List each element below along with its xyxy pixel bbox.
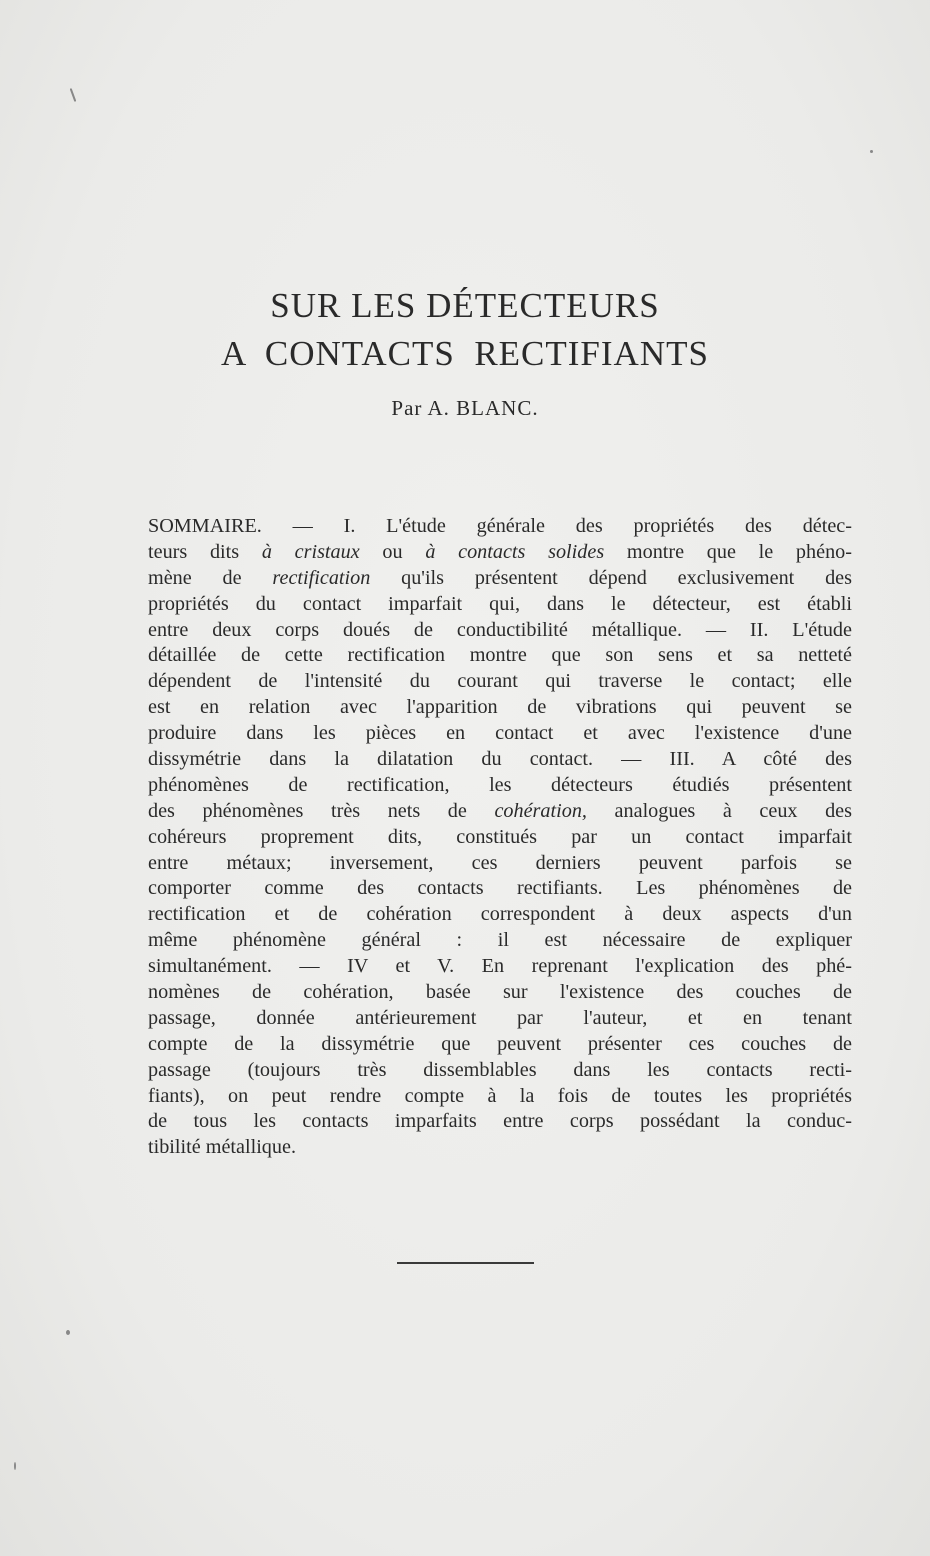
summary-line: SOMMAIRE. — I. L'étude générale des propriétés des détec- — [148, 515, 852, 537]
summary-line: passage, donnée antérieurement par l'auteur, et en tenant — [148, 1006, 852, 1029]
summary-line: est en relation avec l'apparition de vibrations qui peuvent se — [148, 696, 852, 719]
summary-paragraph — [148, 514, 852, 1161]
summary-line: cohéreurs proprement dits, constitués par un contact imparfait — [148, 825, 852, 848]
summary-line: dépendent de l'intensité du courant qui traverse le contact; elle — [148, 670, 852, 693]
summary-line: dissymétrie dans la dilatation du contact. — III. A côté des — [148, 748, 852, 771]
summary-line: passage (toujours très dissemblables dans les contacts recti- — [148, 1058, 852, 1081]
scan-speck — [14, 1462, 16, 1470]
summary-line: de tous les contacts imparfaits entre corps possédant la conduc- — [148, 1110, 852, 1133]
summary-line: produire dans les pièces en contact et avec l'existence d'une — [148, 722, 852, 745]
summary-line: entre deux corps doués de conductibilité métallique. — II. L'étude — [148, 618, 852, 641]
summary-line: propriétés du contact imparfait qui, dans le détecteur, est établi — [148, 592, 852, 615]
summary-line: compte de la dissymétrie que peuvent présenter ces couches de — [148, 1032, 852, 1055]
summary-line: teurs dits à cristaux ou à contacts solides montre que le phéno- — [148, 540, 852, 563]
summary-line: fiants), on peut rendre compte à la fois de toutes les propriétés — [148, 1084, 852, 1107]
summary-line: détaillée de cette rectification montre que son sens et sa netteté — [148, 644, 852, 667]
summary-line: même phénomène général : il est nécessaire de expliquer — [148, 929, 852, 952]
summary-line: nomènes de cohération, basée sur l'existence des couches de — [148, 981, 852, 1004]
author-byline: Par A. BLANC. — [391, 396, 539, 420]
summary-line: mène de rectification qu'ils présentent dépend exclusivement des — [148, 566, 852, 589]
scan-speck — [70, 88, 77, 102]
scan-speck — [870, 150, 873, 153]
summary-line: rectification et de cohération correspondent à deux aspects d'un — [148, 903, 852, 926]
title-line-1: SUR LES DÉTECTEURS — [270, 286, 660, 325]
title-line-2: A CONTACTS RECTIFIANTS — [221, 334, 709, 373]
summary-line: phénomènes de rectification, les détecteurs étudiés présentent — [148, 773, 852, 796]
summary-line: simultanément. — IV et V. En reprenant l'explication des phé- — [148, 955, 852, 978]
summary-line: entre métaux; inversement, ces derniers peuvent parfois se — [148, 851, 852, 874]
summary-line: des phénomènes très nets de cohération, analogues à ceux des — [148, 799, 852, 822]
section-divider — [397, 1262, 534, 1264]
summary-line: tibilité métallique. — [148, 1136, 297, 1159]
scan-speck — [66, 1330, 70, 1335]
summary-line: comporter comme des contacts rectifiants. Les phénomènes de — [148, 877, 852, 900]
